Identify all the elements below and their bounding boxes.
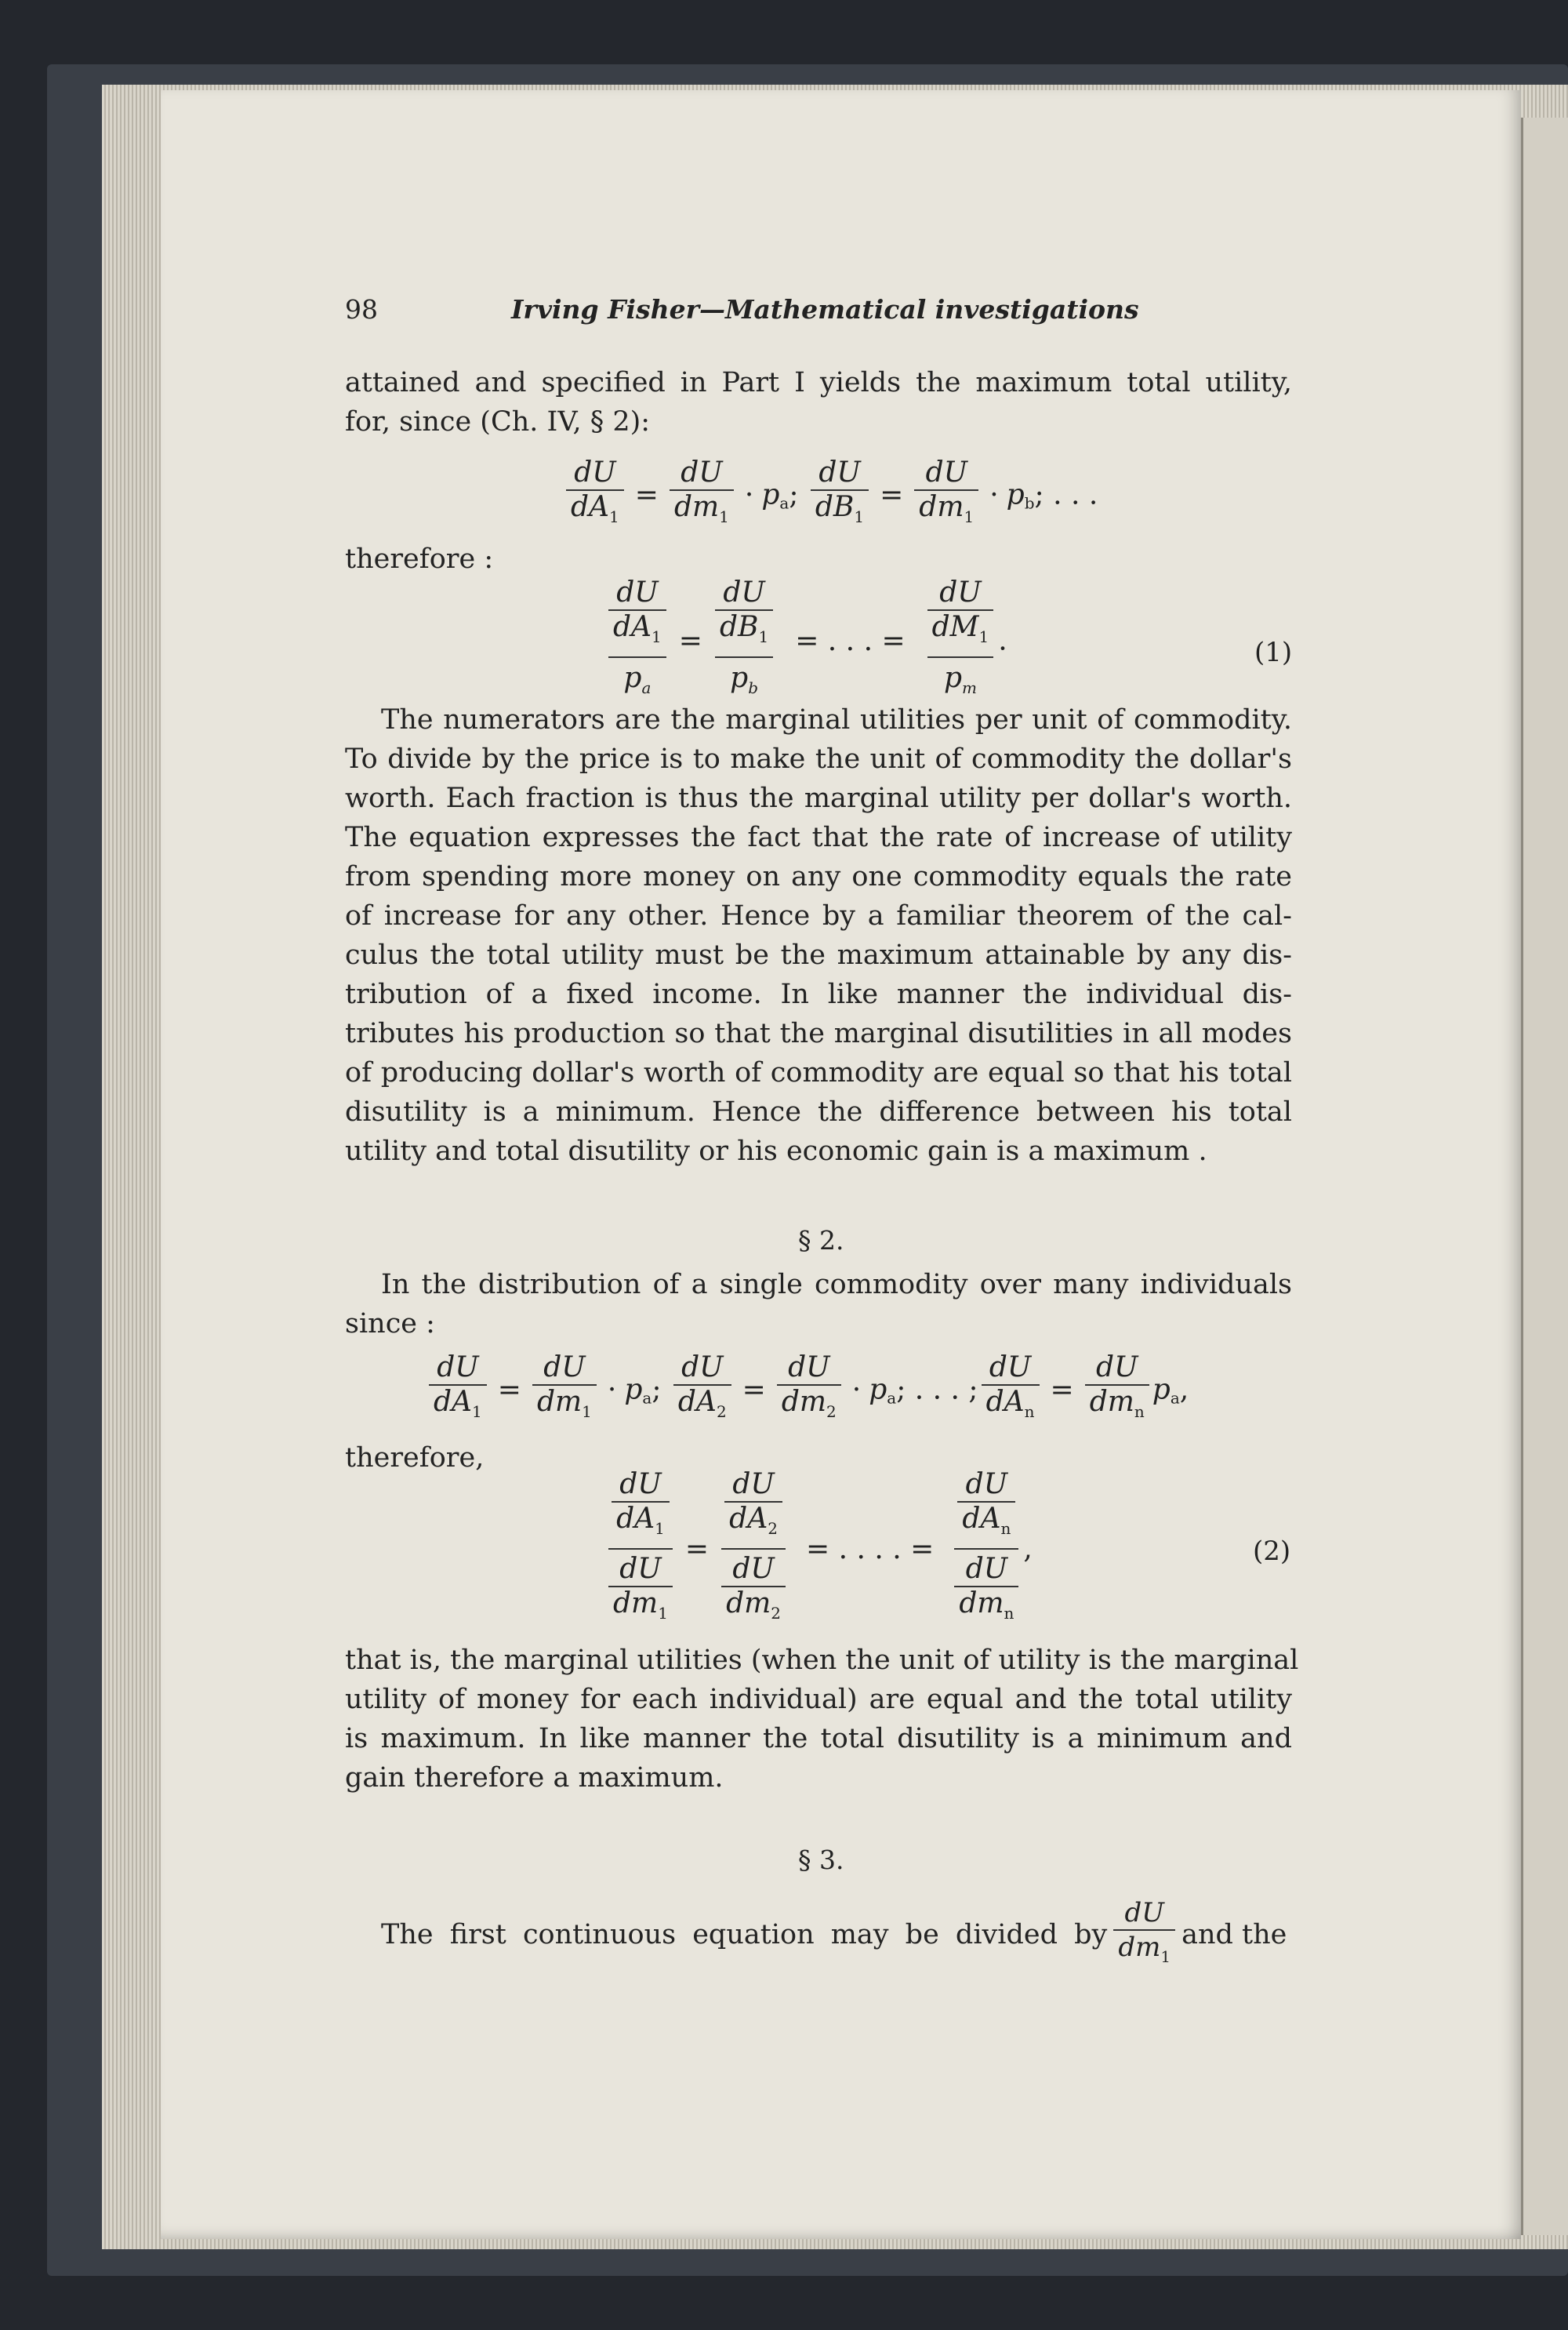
equation-b: $\frac{dU}{dA_1}$ = $\frac{dU}{dm_1}$ · $p_a$; $\frac{dU}{dA_2}$ = $\frac{dU}{dm_2}$ · $p_a$; . . . ; $\frac{dU}{dA_n}$ = $\frac{dU}{dm_n}$ $p_a$, bbox=[426, 1351, 1189, 1428]
page-number: 98 bbox=[345, 294, 378, 325]
text-line: worth. Each fraction is thus the marginal utility per dollar's worth. bbox=[345, 783, 1292, 814]
equation-2: $\frac{dU}{dA_1}$ $\frac{dU}{dm_1}$ = $\frac{dU}{dA_2}$ $\frac{dU}{dm_2}$ = . . . . = $\frac{dU}{dA_n}$ $\frac{dU}{dm_n}$ , bbox=[604, 1468, 1033, 1630]
text-line: In the distribution of a single commodity over many individuals bbox=[381, 1269, 1292, 1300]
text-line: To divide by the price is to make the unit of commodity the dollar's bbox=[345, 743, 1292, 775]
facing-page-edge bbox=[1521, 118, 1568, 2235]
text-line: disutility is a minimum. Hence the difference between his total bbox=[345, 1096, 1292, 1128]
equation-1: $\frac{dU}{dA_1}$ $p_a$ = $\frac{dU}{dB_1}$ $p_b$ = . . . = $\frac{dU}{dM_1}$ $p_m$ . bbox=[604, 576, 1007, 705]
text-line: is maximum. In like manner the total disutility is a minimum and bbox=[345, 1723, 1292, 1754]
text-line: tribution of a fixed income. In like manner the individual dis- bbox=[345, 979, 1292, 1010]
text-line: The numerators are the marginal utilities per unit of commodity. bbox=[381, 704, 1292, 736]
text-line: since : bbox=[345, 1308, 435, 1339]
text-line: The equation expresses the fact that the rate of increase of utility bbox=[345, 822, 1292, 853]
text-line: utility and total disutility or his economic gain is a maximum . bbox=[345, 1136, 1207, 1167]
text-fragment: and the bbox=[1181, 1918, 1287, 1950]
paragraph-1 bbox=[345, 700, 1292, 1171]
section-heading-2: § 2. bbox=[798, 1225, 844, 1256]
running-header bbox=[345, 294, 1292, 333]
text-line: of increase for any other. Hence by a familiar theorem of the cal- bbox=[345, 900, 1292, 932]
therefore-label-2: therefore, bbox=[345, 1442, 485, 1474]
therefore-label-1: therefore : bbox=[345, 543, 494, 575]
equation-a: $\frac{dU}{dA_1}$ = $\frac{dU}{dm_1}$ · $p_a$; $\frac{dU}{dB_1}$ = $\frac{dU}{dm_1}$ · $p_b$; . . . bbox=[563, 456, 1098, 533]
text-line: for, since (Ch. IV, § 2): bbox=[345, 406, 651, 438]
text-line: tributes his production so that the marginal disutilities in all modes bbox=[345, 1018, 1292, 1049]
text-fragment: The first continuous equation may be divided by bbox=[381, 1918, 1108, 1950]
equation-number-2: (2) bbox=[1253, 1536, 1291, 1567]
paragraph-2 bbox=[345, 1641, 1299, 1797]
text-line: utility of money for each individual) are equal and the total utility bbox=[345, 1684, 1292, 1715]
text-line: from spending more money on any one commodity equals the rate bbox=[345, 861, 1292, 892]
text-line: gain therefore a maximum. bbox=[345, 1762, 724, 1794]
intro-text bbox=[345, 363, 1292, 442]
text-line: culus the total utility must be the maximum attainable by any dis- bbox=[345, 940, 1292, 971]
section-heading-3: § 3. bbox=[798, 1845, 844, 1875]
section-2-intro bbox=[345, 1265, 1292, 1343]
text-line: of producing dollar's worth of commodity are equal so that his total bbox=[345, 1057, 1292, 1089]
text-line: that is, the marginal utilities (when the unit of utility is the marginal bbox=[345, 1645, 1299, 1676]
running-title: Irving Fisher—Mathematical investigations bbox=[511, 294, 1139, 325]
text-line: attained and specified in Part I yields the maximum total utility, bbox=[345, 367, 1292, 398]
equation-number-1: (1) bbox=[1254, 637, 1293, 668]
section-3-line bbox=[345, 1896, 1292, 1973]
fraction-dU-dm1: $\frac{dU}{dm_1}$ bbox=[1113, 1896, 1175, 1973]
